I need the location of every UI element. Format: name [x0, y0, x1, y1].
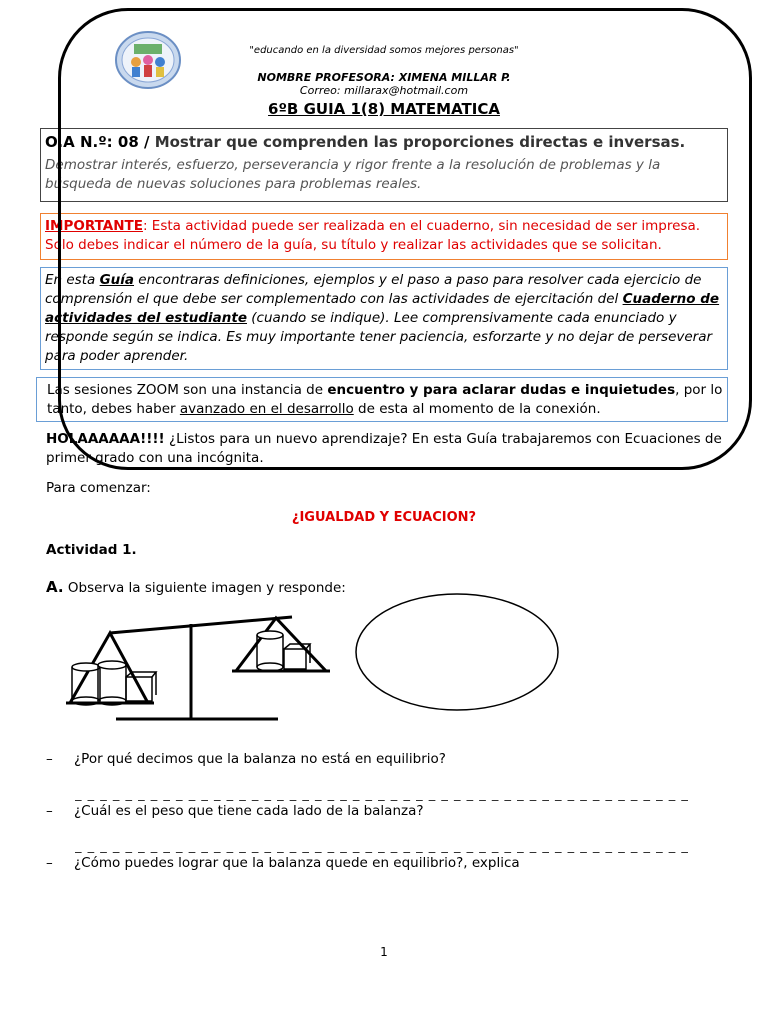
important-notice-box [40, 213, 728, 260]
objective-title [45, 132, 723, 152]
question-2-text: ¿Cuál es el peso que tiene cada lado de la balanza? [74, 803, 424, 819]
intro-greeting: HOLAAAAAA!!!! [46, 431, 165, 447]
intro-paragraph [46, 430, 726, 468]
zoom-bold: encuentro y para aclarar dudas e inquietudes [327, 382, 676, 398]
learning-objective-box [40, 128, 728, 202]
guide-bold-guia: Guía [99, 272, 135, 288]
activity-title: Actividad 1. [46, 542, 137, 558]
question-3-text: ¿Cómo puedes lograr que la balanza quede en equilibrio?, explica [74, 855, 520, 871]
zoom-underline: avanzado en el desarrollo [179, 401, 354, 417]
guide-description-box [40, 267, 728, 370]
question-1-bullet: – [46, 751, 53, 767]
question-1 [46, 750, 446, 769]
zoom-session-box [36, 377, 728, 422]
intro-text: ¿Listos para un nuevo aprendizaje? En esta Guía trabajaremos con Ecuaciones de primer grado con una incógnita. [46, 431, 722, 466]
question-2 [46, 802, 424, 821]
guide-bold-cuaderno: Cuaderno de actividades del estudiante [45, 291, 720, 326]
question-3 [46, 854, 520, 873]
objective-code: O.A N.º: 08 / [45, 133, 150, 151]
section-title: ¿IGUALDAD Y ECUACION? [291, 510, 477, 525]
answer-line-2[interactable]: _ _ _ _ _ _ _ _ _ _ _ _ _ _ _ _ _ _ _ _ _ _ _ _ _ _ _ _ _ _ _ _ _ _ _ _ _ _ _ _ _ _ _ _ _ _ _ _ _ [75, 839, 689, 854]
important-text: : Esta actividad puede ser realizada en el cuaderno, sin necesidad de ser impresa. Solo debes indicar el número de la guía, su título y realizar las actividades que se solicitan. [45, 218, 701, 253]
question-1-text: ¿Por qué decimos que la balanza no está en equilibrio? [74, 751, 446, 767]
page-number: 1 [380, 945, 388, 959]
guide-text-2: encontraras definiciones, ejemplos y el paso a paso para resolver cada ejercicio de comprensión el que debe ser complementado con las actividades de ejercitación del [45, 272, 702, 307]
answer-bubble [352, 590, 564, 714]
instruction [46, 578, 346, 596]
guide-text-3: (cuando se indique). Lee comprensivamente cada enunciado y responde según se indica. Es muy importante tener paciencia, esforzarte y no dejar de perseverar para poder aprender. [45, 310, 713, 364]
instruction-letter: A. [46, 578, 64, 596]
objective-text: Mostrar que comprenden las proporciones directas e inversas. [149, 133, 686, 151]
instruction-text: Observa la siguiente imagen y responde: [63, 580, 346, 596]
zoom-text-3: de esta al momento de la conexión. [353, 401, 601, 417]
school-motto: "educando en la diversidad somos mejores personas" [249, 45, 519, 56]
zoom-text-1: Las sesiones ZOOM son una instancia de [47, 382, 328, 398]
answer-line-1[interactable]: _ _ _ _ _ _ _ _ _ _ _ _ _ _ _ _ _ _ _ _ _ _ _ _ _ _ _ _ _ _ _ _ _ _ _ _ _ _ _ _ _ _ _ _ _ _ _ _ _ [75, 787, 689, 802]
teacher-email: Correo: millarax@hotmail.com [299, 84, 469, 97]
guide-text-1: En esta [45, 272, 100, 288]
balance-scale-illustration [58, 605, 338, 725]
important-label: IMPORTANTE [45, 218, 143, 234]
attitude-text: Demostrar interés, esfuerzo, perseverancia y rigor frente a la resolución de problemas y la búsqueda de nuevas soluciones para problemas reales. [45, 157, 661, 192]
question-3-bullet: – [46, 855, 53, 871]
teacher-name: NOMBRE PROFESORA: XIMENA MILLAR P. [257, 71, 511, 84]
zoom-text-2: , por lo tanto, debes haber [47, 382, 723, 417]
start-label: Para comenzar: [46, 480, 151, 496]
guide-title: 6ºB GUIA 1(8) MATEMATICA [268, 100, 500, 118]
question-2-bullet: – [46, 803, 53, 819]
